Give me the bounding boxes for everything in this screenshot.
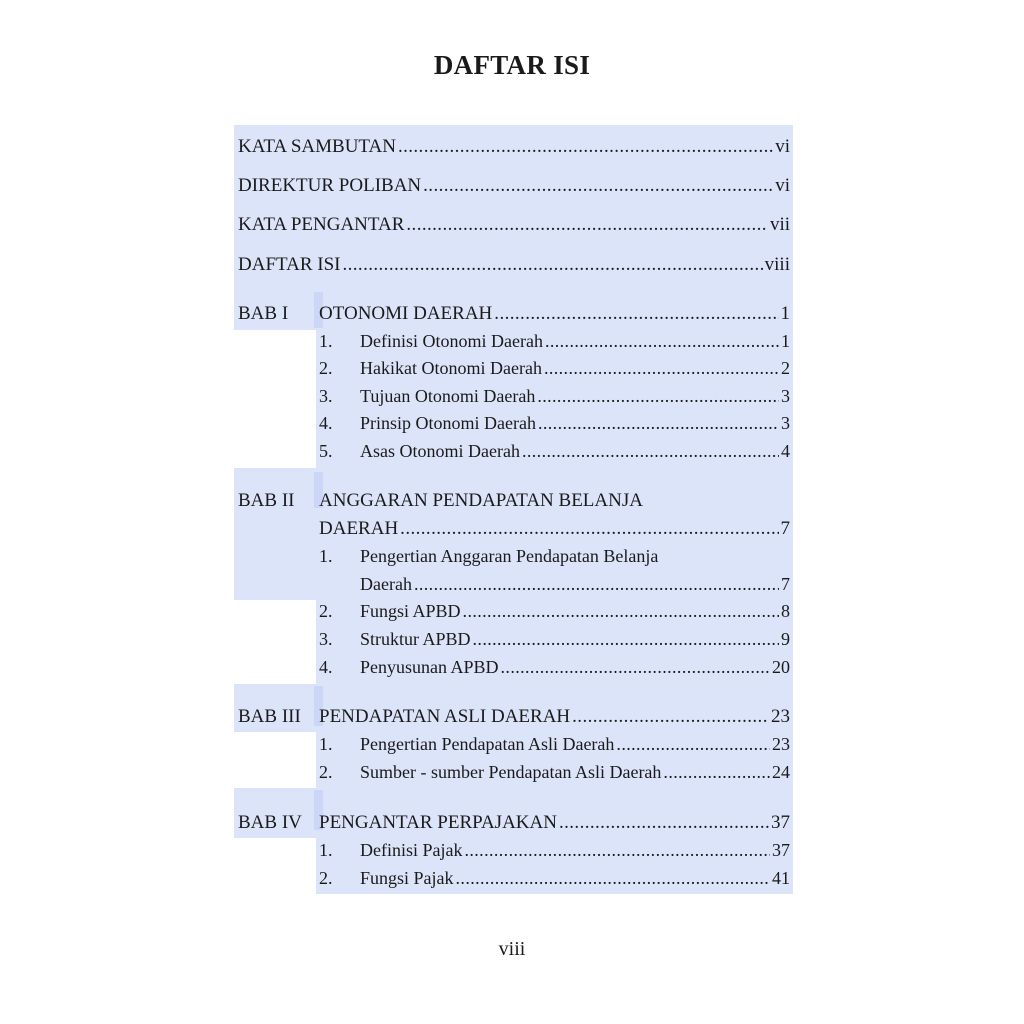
toc-entry-page: vi [775,175,790,196]
toc-subentry[interactable] [319,331,790,352]
toc-chapter-2[interactable] [319,518,790,540]
subentry-page: 41 [772,868,790,888]
toc-subentry[interactable] [319,868,790,889]
chapter-label: BAB IV [238,812,302,833]
subentry-label: Asas Otonomi Daerah [360,441,520,461]
toc-subentry[interactable] [319,601,790,622]
dot-leader [559,812,769,834]
dot-leader [537,386,779,407]
toc-entry-kata-pengantar[interactable] [238,214,790,236]
subentry-page: 24 [772,762,790,782]
toc-entry-kata-sambutan[interactable] [238,136,790,158]
dot-leader [463,601,779,622]
subentry-page: 2 [781,358,790,378]
page-number: viii [498,938,526,960]
toc-chapter-1[interactable] [319,303,790,325]
dot-leader [398,136,773,158]
toc-subentry[interactable] [319,413,790,434]
subentry-page: 9 [781,629,790,649]
toc-subentry[interactable] [319,358,790,379]
subentry-page: 20 [772,657,790,677]
toc-entry-direktur-poliban[interactable] [238,175,790,197]
subentry-number: 1. [319,840,333,860]
subentry-number: 4. [319,413,333,433]
subentry-number: 1. [319,734,333,754]
subentry-label-line1: Pengertian Anggaran Pendapatan Belanja [360,546,659,566]
toc-subentry[interactable] [319,762,790,783]
dot-leader [400,518,778,540]
chapter-label: BAB II [238,490,295,511]
subentry-label: Penyusunan APBD [360,657,499,677]
subentry-number: 2. [319,601,333,621]
toc-chapter-3[interactable] [319,706,790,728]
toc-entry-label: KATA PENGANTAR [238,214,405,235]
toc-entry-label: DAFTAR ISI [238,254,341,275]
toc-subentry[interactable] [319,657,790,678]
subentry-number: 2. [319,868,333,888]
toc-subentry[interactable] [319,546,790,567]
toc-subentry[interactable] [319,386,790,407]
subentry-label: Sumber - sumber Pendapatan Asli Daerah [360,762,662,782]
subentry-number: 3. [319,629,333,649]
dot-leader [342,254,762,276]
page-title: DAFTAR ISI [433,50,591,80]
subentry-label: Fungsi Pajak [360,868,454,888]
dot-leader [544,358,779,379]
subentry-label: Fungsi APBD [360,601,461,621]
subentry-number: 1. [319,546,333,566]
toc-subentry[interactable] [319,840,790,861]
subentry-number: 3. [319,386,333,406]
subentry-page: 4 [781,441,790,461]
toc-subentry[interactable] [319,734,790,755]
chapter-page: 37 [771,812,790,833]
chapter-page: 7 [780,518,790,539]
subentry-label: Prinsip Otonomi Daerah [360,413,536,433]
subentry-label: Definisi Pajak [360,840,463,860]
dot-leader [545,331,779,352]
toc-subentry[interactable] [319,629,790,650]
subentry-label: Hakikat Otonomi Daerah [360,358,542,378]
subentry-number: 4. [319,657,333,677]
chapter-title: OTONOMI DAERAH [319,303,493,324]
toc-subentry-continued[interactable] [319,574,790,595]
toc-entry-daftar-isi[interactable] [238,254,790,276]
dot-leader [464,840,770,861]
subentry-number: 1. [319,331,333,351]
dot-leader [522,441,779,462]
subentry-number: 2. [319,762,333,782]
dot-leader [616,734,770,755]
dot-leader [663,762,770,783]
chapter-page: 23 [771,706,790,727]
chapter-title: PENDAPATAN ASLI DAERAH [319,706,571,727]
chapter-label: BAB I [238,303,289,324]
subentry-label: Definisi Otonomi Daerah [360,331,543,351]
subentry-number: 2. [319,358,333,378]
toc-subentry[interactable] [319,441,790,462]
dot-leader [456,868,770,889]
highlight-bab2-label [234,468,316,600]
toc-entry-page: vii [769,214,790,235]
chapter-title-line1[interactable]: ANGGARAN PENDAPATAN BELANJA [319,490,643,511]
subentry-page: 37 [772,840,790,860]
subentry-page: 23 [772,734,790,754]
subentry-number: 5. [319,441,333,461]
dot-leader [494,303,778,325]
chapter-page: 1 [780,303,790,324]
dot-leader [572,706,769,728]
toc-chapter-4[interactable] [319,812,790,834]
dot-leader [406,214,768,236]
toc-entry-page: viii [764,254,790,275]
subentry-label: Struktur APBD [360,629,471,649]
subentry-label: Pengertian Pendapatan Asli Daerah [360,734,615,754]
dot-leader [414,574,779,595]
chapter-label: BAB III [238,706,301,727]
chapter-title: PENGANTAR PERPAJAKAN [319,812,557,833]
toc-entry-page: vi [775,136,790,157]
dot-leader [501,657,770,678]
subentry-page: 1 [781,331,790,351]
subentry-page: 3 [781,413,790,433]
subentry-page: 7 [781,574,790,594]
toc-entry-label: KATA SAMBUTAN [238,136,396,157]
subentry-label-line2: Daerah [360,574,412,594]
chapter-title-line2: DAERAH [319,518,399,539]
subentry-label: Tujuan Otonomi Daerah [360,386,536,406]
dot-leader [538,413,779,434]
dot-leader [423,175,773,197]
toc-entry-label: DIREKTUR POLIBAN [238,175,422,196]
subentry-page: 8 [781,601,790,621]
subentry-page: 3 [781,386,790,406]
dot-leader [473,629,779,650]
